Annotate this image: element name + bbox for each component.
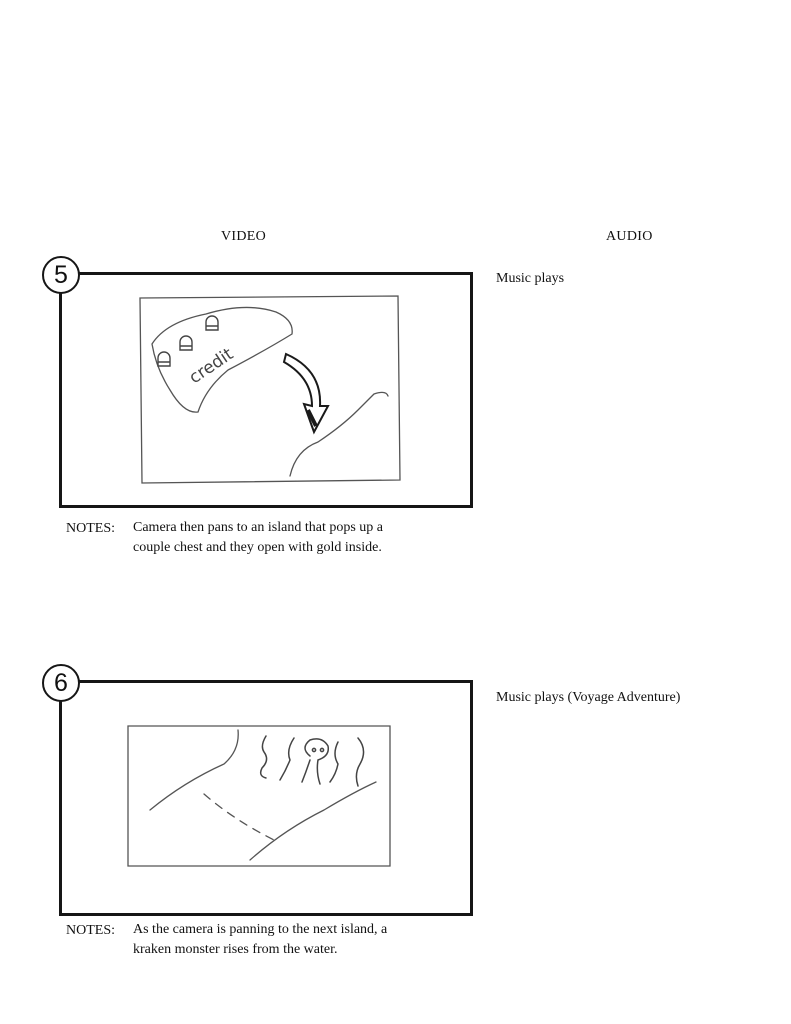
- panel-6-sketch: [124, 720, 394, 870]
- panel-5-notes-line-2: couple chest and they open with gold inside.: [133, 540, 382, 555]
- panel-5-sketch: [136, 292, 402, 486]
- panel-6-notes-label: NOTES:: [66, 923, 115, 938]
- sketch-border: [140, 296, 400, 483]
- panel-5-notes-line-1: Camera then pans to an island that pops up a: [133, 520, 383, 535]
- chest-3: [206, 316, 218, 330]
- arrow-icon: [284, 354, 328, 432]
- sketch-credit-text: credit: [185, 344, 238, 389]
- panel-6-notes-text: [133, 920, 433, 960]
- panel-5-audio: Music plays: [496, 271, 565, 286]
- panel-5-notes-label: NOTES:: [66, 521, 115, 536]
- audio-column-header: AUDIO: [606, 229, 653, 244]
- chest-1: [158, 352, 170, 366]
- wave-dashed: [204, 794, 274, 840]
- island-right: [250, 782, 376, 860]
- panel-6-audio: Music plays (Voyage Adventure): [496, 690, 681, 705]
- panel-5-number: 5: [42, 256, 80, 294]
- panel-6-number: 6: [42, 664, 80, 702]
- chest-2: [180, 336, 192, 350]
- panel-5-notes-text: [133, 518, 433, 558]
- panel-6-notes-line-1: As the camera is panning to the next island, a: [133, 922, 388, 937]
- video-column-header: VIDEO: [221, 229, 267, 244]
- island-left: [150, 730, 238, 810]
- kraken-icon: [261, 736, 364, 786]
- panel-6-notes-line-2: kraken monster rises from the water.: [133, 942, 338, 957]
